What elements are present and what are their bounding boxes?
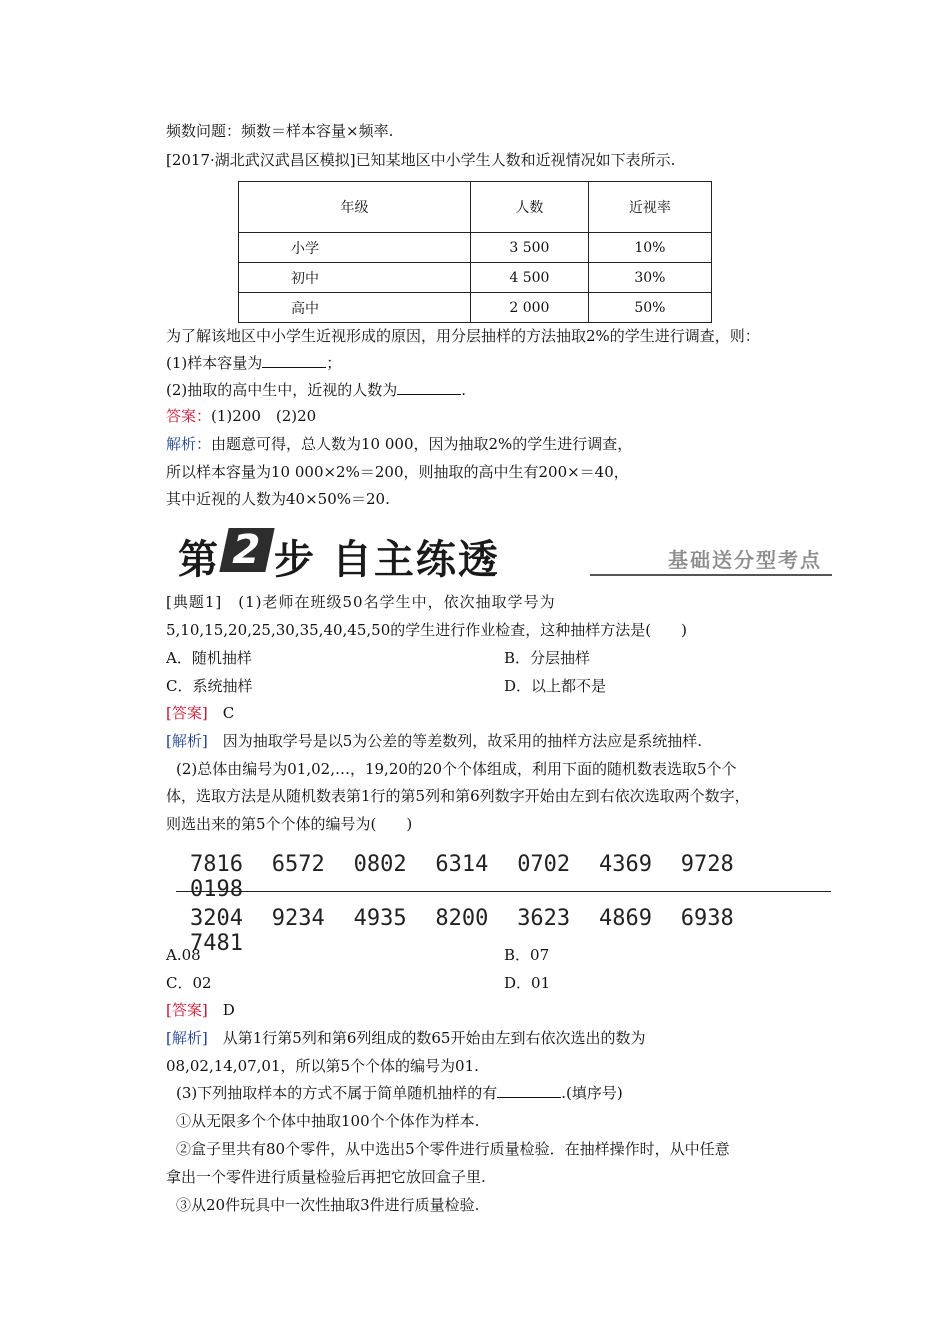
random-number: 6572 xyxy=(271,852,325,877)
section-banner xyxy=(178,526,832,583)
answer-label: [答案] xyxy=(166,1001,208,1019)
solution-text: 因为抽取学号是以5为公差的等差数列，故采用的抽样方法应是系统抽样. xyxy=(222,732,703,750)
answer-blank[interactable] xyxy=(497,1083,561,1098)
table-header-cell: 人数 xyxy=(471,182,589,233)
table-row xyxy=(239,233,712,263)
example-1-answer xyxy=(166,703,234,723)
random-number: 7481 xyxy=(190,931,243,956)
banner-title xyxy=(178,528,500,585)
question-part-2-text: (2)抽取的高中生中，近视的人数为 xyxy=(166,381,398,399)
random-number: 8200 xyxy=(435,906,489,931)
random-table-divider xyxy=(176,891,831,892)
table-header-row xyxy=(239,182,712,233)
example-2-solution-1 xyxy=(166,1028,645,1048)
random-number: 4869 xyxy=(598,906,652,931)
question-part-1-text: (1)样本容量为 xyxy=(166,354,263,372)
random-number: 3204 xyxy=(190,906,243,931)
table-cell: 2 000 xyxy=(471,293,589,323)
example-3-end: .(填序号) xyxy=(561,1084,623,1102)
random-number: 4369 xyxy=(598,852,652,877)
example-3-item-1: ①从无限多个个体中抽取100个个体作为样本. xyxy=(176,1112,480,1130)
solution-label: [解析] xyxy=(166,732,208,750)
random-number: 6314 xyxy=(435,852,489,877)
random-table-row-1 xyxy=(190,852,830,902)
example-2-line-1: (2)总体由编号为01,02,…，19,20的20个个体组成，利用下面的随机数表选取5个个 xyxy=(176,760,737,778)
table-row xyxy=(239,293,712,323)
table-cell: 30% xyxy=(588,263,711,293)
example-2-line-2: 体，选取方法是从随机数表第1行的第5列和第6列数字开始由左到右依次选取两个数字， xyxy=(166,787,750,805)
table-cell: 高中 xyxy=(239,293,471,323)
answer-label: [答案] xyxy=(166,704,208,722)
random-number: 4935 xyxy=(353,906,407,931)
option-c[interactable]: C．02 xyxy=(166,974,212,992)
table-cell: 3 500 xyxy=(471,233,589,263)
question-stem: 为了解该地区中小学生近视形成的原因，用分层抽样的方法抽取2%的学生进行调查，则： xyxy=(166,327,760,345)
example-2-answer xyxy=(166,1000,235,1020)
example-2-solution-2: 08,02,14,07,01，所以第5个个体的编号为01. xyxy=(166,1057,479,1075)
example-2-line-3: 则选出来的第5个个体的编号为( ) xyxy=(166,815,413,833)
intro-line-2: [2017·湖北武汉武昌区模拟]已知某地区中小学生人数和近视情况如下表所示. xyxy=(166,151,676,169)
question-part-1 xyxy=(166,353,341,373)
banner-rule xyxy=(590,574,832,576)
random-number: 9234 xyxy=(271,906,325,931)
example-3-question xyxy=(176,1083,623,1103)
solution-text: 从第1行第5列和第6列组成的数65开始由左到右依次选出的数为 xyxy=(222,1029,646,1047)
question-part-2 xyxy=(166,380,466,400)
myopia-table xyxy=(238,181,712,323)
option-d[interactable]: D．01 xyxy=(504,974,551,992)
random-number: 6938 xyxy=(680,906,734,931)
banner-pre: 第 xyxy=(178,537,220,583)
random-number: 0802 xyxy=(353,852,407,877)
answer-blank[interactable] xyxy=(397,380,461,395)
random-number: 0198 xyxy=(190,877,243,902)
question-part-2-end: . xyxy=(461,381,467,399)
solution-text: 由题意可得，总人数为10 000，因为抽取2%的学生进行调查， xyxy=(211,435,633,453)
example-1-line-2: 5,10,15,20,25,30,35,40,45,50的学生进行作业检查，这种抽样方法是( ) xyxy=(166,621,687,639)
example-1-solution xyxy=(166,731,702,751)
option-a[interactable]: A.08 xyxy=(166,946,201,964)
example-tag: [典题1] xyxy=(166,593,223,611)
question-part-1-end: ； xyxy=(326,354,342,372)
table-header-cell: 年级 xyxy=(239,182,471,233)
answer-text: (1)200 (2)20 xyxy=(211,407,317,425)
random-number: 3623 xyxy=(517,906,571,931)
example-1-text: (1)老师在班级50名学生中，依次抽取学号为 xyxy=(222,593,556,611)
example-3-item-3: ③从20件玩具中一次性抽取3件进行质量检验. xyxy=(176,1196,480,1214)
solution-label: 解析： xyxy=(166,435,212,453)
table-cell: 50% xyxy=(588,293,711,323)
answer-label: 答案： xyxy=(166,407,212,425)
table-cell: 初中 xyxy=(239,263,471,293)
random-number: 7816 xyxy=(190,852,243,877)
option-b[interactable]: B．分层抽样 xyxy=(504,649,591,667)
table-row xyxy=(239,263,712,293)
table-cell: 10% xyxy=(588,233,711,263)
example-3-item-2: ②盒子里共有80个零件，从中选出5个零件进行质量检验．在抽样操作时，从中任意 xyxy=(176,1140,730,1158)
banner-subtitle: 基础送分型考点 xyxy=(668,548,822,572)
answer-line xyxy=(166,406,316,426)
banner-post: 步 自主练透 xyxy=(274,537,500,583)
table-cell: 4 500 xyxy=(471,263,589,293)
example-3-text: (3)下列抽取样本的方式不属于简单随机抽样的有 xyxy=(176,1084,498,1102)
example-3-item-2-cont: 拿出一个零件进行质量检验后再把它放回盒子里. xyxy=(166,1168,486,1186)
answer-text: D xyxy=(222,1001,235,1019)
option-d[interactable]: D．以上都不是 xyxy=(504,677,607,695)
solution-line-2: 所以样本容量为10 000×2%＝200，则抽取的高中生有200×＝40， xyxy=(166,463,629,481)
answer-text: C xyxy=(222,704,235,722)
solution-line-3: 其中近视的人数为40×50%＝20. xyxy=(166,490,390,508)
solution-label: [解析] xyxy=(166,1029,208,1047)
example-1-line-1 xyxy=(166,592,556,612)
intro-line-1: 频数问题：频数＝样本容量×频率. xyxy=(166,122,394,140)
random-number: 0702 xyxy=(517,852,571,877)
option-a[interactable]: A．随机抽样 xyxy=(166,649,252,667)
table-header-cell: 近视率 xyxy=(588,182,711,233)
table-cell: 小学 xyxy=(239,233,471,263)
solution-line-1 xyxy=(166,434,632,454)
banner-step-number: 2 xyxy=(219,528,274,572)
answer-blank[interactable] xyxy=(262,353,326,368)
option-c[interactable]: C．系统抽样 xyxy=(166,677,253,695)
option-b[interactable]: B．07 xyxy=(504,946,550,964)
random-number: 9728 xyxy=(680,852,734,877)
